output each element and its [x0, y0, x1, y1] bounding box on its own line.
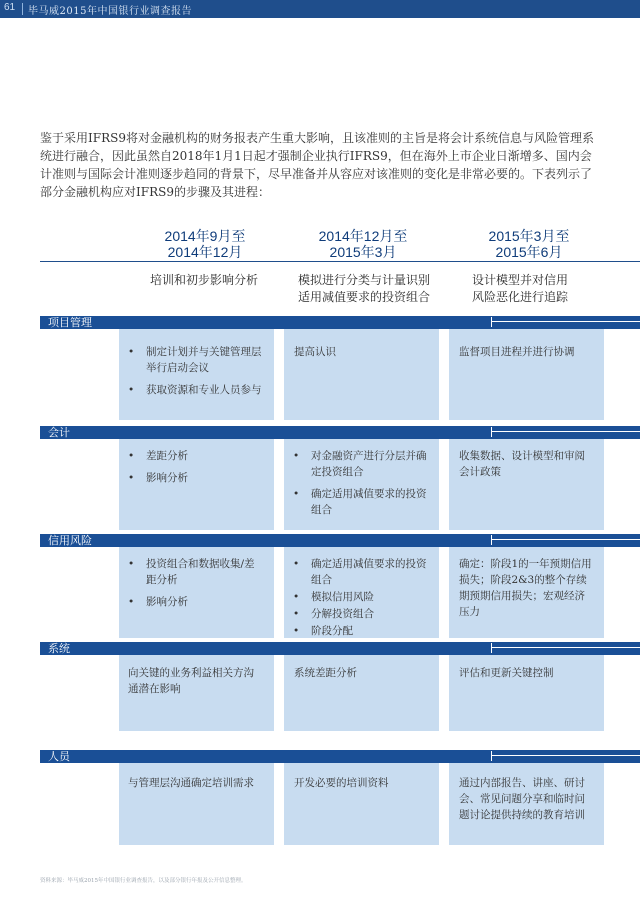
cell-cr-phase2 [293, 556, 431, 640]
list-item: • 获取资源和专业人员参与 [128, 384, 262, 396]
list-item: • 分解投资组合 [293, 608, 374, 620]
phase-3-desc-line1: 设计模型并对信用 [472, 273, 569, 287]
phase-2-desc-line1: 模拟进行分类与计量识别 [298, 273, 431, 287]
section-label: 会计 [48, 426, 70, 439]
phase-1-date [130, 228, 280, 260]
bullet: • [293, 558, 300, 570]
list-item: • 投资组合和数据收集/差距分析 [128, 558, 255, 586]
list-item: • 制定计划并与关键管理层举行启动会议 [128, 346, 262, 374]
cell-acc-phase1 [128, 448, 264, 492]
phase-3-date [454, 228, 604, 260]
footnote: 资料来源：毕马威2015年中国银行业调查报告，以及部分银行年报及公开信息整理。 [40, 878, 247, 884]
timeline-marker [491, 751, 492, 761]
bullet: • [128, 472, 135, 484]
cell-pm-phase3: 监督项目进程并进行协调 [459, 346, 575, 358]
phase-3-desc [472, 272, 568, 306]
bullet: • [128, 450, 135, 462]
list-item: • 对金融资产进行分层并确定投资组合 [293, 450, 427, 478]
bullet: • [293, 608, 300, 620]
list-item: • 影响分析 [128, 596, 188, 608]
phase-1-date-end: 2014年12月 [167, 244, 243, 260]
cell-sys-phase1: 向关键的业务利益相关方沟通潜在影响 [128, 667, 254, 695]
cell-bg [284, 328, 439, 420]
cell-cr-phase1 [128, 556, 264, 616]
list-item: • 影响分析 [128, 472, 188, 484]
section-label: 人员 [48, 750, 70, 763]
section-header-project-management [40, 316, 640, 329]
list-item: • 差距分析 [128, 450, 188, 462]
phase-1-date-start: 2014年9月至 [164, 228, 246, 244]
cell-cr-phase3: 确定：阶段1的一年预期信用损失；阶段2&3的整个存续期预期信用损失；宏观经济压力 [459, 558, 592, 618]
intro-paragraph [40, 129, 600, 201]
phase-2-date-start: 2014年12月至 [318, 228, 408, 244]
timeline-arrow [492, 755, 640, 756]
timeline-axis [40, 261, 640, 262]
cell-bg [449, 328, 604, 420]
bullet: • [128, 346, 135, 358]
list-item: • 模拟信用风险 [293, 591, 374, 603]
timeline-arrow [492, 647, 640, 648]
timeline-arrow [492, 321, 640, 322]
timeline-arrow [492, 539, 640, 540]
cell-acc-phase3: 收集数据、设计模型和审阅会计政策 [459, 450, 585, 478]
phase-3-date-end: 2015年6月 [495, 244, 563, 260]
phase-2-desc-line2: 适用减值要求的投资组合 [298, 290, 431, 304]
phase-1-desc-line1: 培训和初步影响分析 [150, 273, 259, 287]
phase-2-date [288, 228, 438, 260]
phase-3-desc-line2: 风险恶化进行追踪 [472, 290, 569, 304]
phase-2-desc [298, 272, 430, 306]
cell-sys-phase3: 评估和更新关键控制 [459, 667, 554, 679]
cell-ppl-phase3: 通过内部报告、讲座、研讨会、常见问题分享和临时问题讨论提供持续的教育培训 [459, 777, 585, 821]
bullet: • [128, 384, 135, 396]
section-header-accounting [40, 426, 640, 439]
bullet: • [293, 591, 300, 603]
cell-ppl-phase2: 开发必要的培训资料 [294, 777, 389, 789]
timeline-arrow [492, 431, 640, 432]
bullet: • [128, 558, 135, 570]
bullet: • [293, 450, 300, 462]
page-number: 61 [4, 2, 16, 13]
bullet: • [128, 596, 135, 608]
cell-pm-phase2: 提高认识 [294, 346, 336, 358]
list-item: • 确定适用减值要求的投资组合 [293, 558, 427, 586]
timeline-marker [491, 535, 492, 545]
cell-pm-phase1 [128, 344, 264, 404]
phase-1-desc [150, 272, 258, 289]
header-divider [22, 3, 23, 15]
section-label: 项目管理 [48, 316, 92, 329]
cell-sys-phase2: 系统差距分析 [294, 667, 357, 679]
timeline-marker [491, 643, 492, 653]
report-title: 毕马威2015年中国银行业调查报告 [28, 6, 192, 17]
cell-acc-phase2 [293, 448, 431, 524]
cell-ppl-phase1: 与管理层沟通确定培训需求 [128, 777, 254, 789]
section-header-people [40, 750, 640, 763]
phase-3-date-start: 2015年3月至 [488, 228, 570, 244]
list-item: • 确定适用减值要求的投资组合 [293, 488, 427, 516]
section-header-systems [40, 642, 640, 655]
section-header-credit-risk [40, 534, 640, 547]
intro-text: 鉴于采用IFRS9将对金融机构的财务报表产生重大影响，且该准则的主旨是将会计系统信息与风险管理系统进行融合，因此虽然自2018年1月1日起才强制企业执行IFRS9，但在海外上市企业日渐增多、国内会计准则与国际会计准则逐步趋同的背景下，尽早准备并从容应对该准则的变化是非常必要的。下表列示了部分金融机构应对IFRS9的步骤及其进程： [40, 131, 594, 199]
list-item: • 阶段分配 [293, 625, 353, 637]
timeline-marker [491, 317, 492, 327]
phase-2-date-end: 2015年3月 [329, 244, 397, 260]
bullet: • [293, 488, 300, 500]
section-label: 系统 [48, 642, 70, 655]
timeline-marker [491, 427, 492, 437]
bullet: • [293, 625, 300, 637]
section-label: 信用风险 [48, 534, 92, 547]
header-bar [0, 0, 640, 18]
